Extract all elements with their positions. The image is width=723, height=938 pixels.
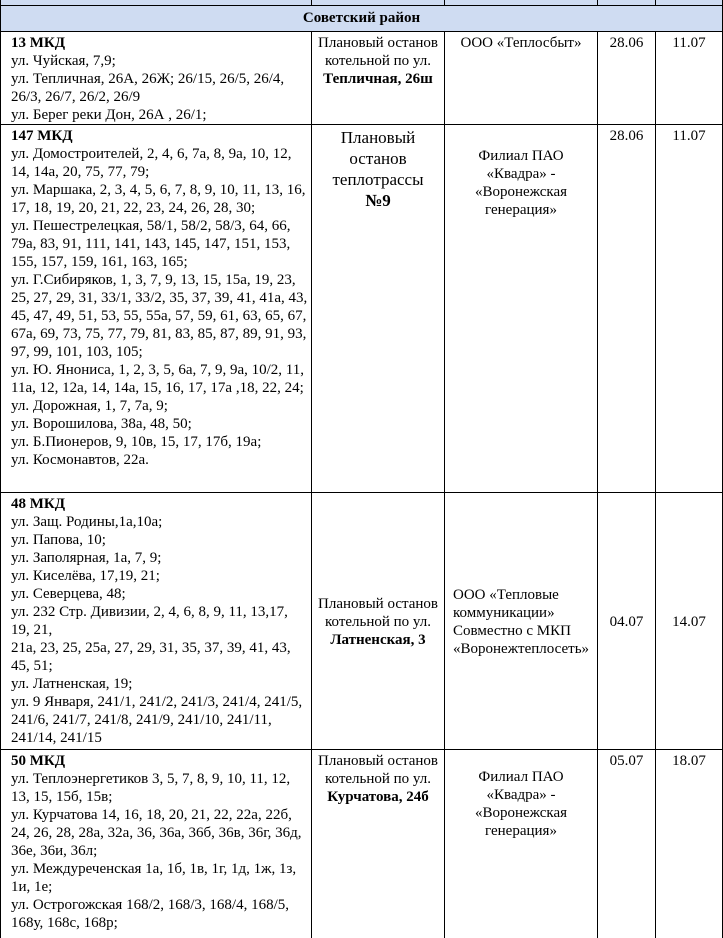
cause-text: Плановый останов котельной по ул. [318, 753, 438, 787]
date-off-cell: 28.06 [598, 32, 656, 125]
cause-cell [312, 125, 445, 493]
address-line: ул. Пешестрелецкая, 58/1, 58/2, 58/3, 64, 66, 79а, 83, 91, 111, 141, 143, 145, 147, 151, 153, 155, 157, 159, 161, 163, 165; [11, 218, 291, 270]
address-line: ул. Домостроителей, 2, 4, 6, 7а, 8, 9а, 10, 12, 14, 14а, 20, 75, 77, 79; [11, 146, 292, 180]
address-cell [1, 32, 312, 125]
address-line: ул. Теплоэнергетиков 3, 5, 7, 8, 9, 10, 11, 12, 13, 15, 15б, 15в; [11, 771, 291, 805]
cause-object: Курчатова, 24б [327, 789, 429, 805]
address-line: ул. Маршака, 2, 3, 4, 5, 6, 7, 8, 9, 10, 11, 13, 16, 17, 18, 19, 20, 21, 22, 23, 24, 26, 28, 30; [11, 182, 306, 216]
cause-cell [312, 493, 445, 750]
district-row [1, 6, 723, 32]
district-name: Советский район [1, 6, 723, 32]
organization-cell [445, 125, 598, 493]
cause-object: Латненская, 3 [330, 632, 426, 648]
date-on-cell: 18.07 [656, 750, 723, 938]
table-row [1, 32, 723, 125]
table-row [1, 125, 723, 493]
address-line: ул. Междуреченская 1а, 1б, 1в, 1г, 1д, 1ж, 1з, 1и, 1е; [11, 861, 297, 895]
building-count: 48 МКД [11, 496, 66, 512]
date-on-cell: 11.07 [656, 125, 723, 493]
organization-cell: ООО «Тепловые коммуникации» Совместно с МКП «Воронежтеплосеть» [445, 493, 598, 750]
organization-name: Филиал ПАО «Квадра» - «Воронежская генерация» [474, 148, 568, 218]
address-line: ул. Дорожная, 1, 7, 7а, 9; [11, 398, 168, 414]
address-line: ул. Ворошилова, 38а, 48, 50; [11, 416, 192, 432]
organization-name: Филиал ПАО «Квадра» - «Воронежская генерация» [474, 769, 568, 839]
table-row [1, 493, 723, 750]
cause-object: №9 [365, 191, 391, 210]
address-line: ул. Г.Сибиряков, 1, 3, 7, 9, 13, 15, 15а, 19, 23, 25, 27, 29, 31, 33/1, 33/2, 35, 37, 39, 41, 41а, 43, 45, 47, 49, 51, 53, 55, 55а, 57, 59, 61, 63, 65, 67, 67а, 69, 73, 75, 77, 79, 81, 83, 85, 87, 89, 91, 93, 97, 99, 101, 103, 105; [11, 272, 308, 360]
table-row [1, 750, 723, 938]
cause-cell [312, 750, 445, 938]
address-line: ул. Острогожская 168/2, 168/3, 168/4, 168/5, 168у, 168с, 168р; [11, 897, 289, 931]
address-line: ул. Папова, 10; [11, 532, 106, 548]
organization-cell: ООО «Теплосбыт» [445, 32, 598, 125]
date-off-cell: 05.07 [598, 750, 656, 938]
building-count: 13 МКД [11, 35, 66, 51]
building-count: 147 МКД [11, 128, 73, 144]
cause-text: Плановый останов котельной по ул. [318, 35, 438, 69]
address-line: ул. Тепличная, 26А, 26Ж; 26/15, 26/5, 26/4, 26/3, 26/7, 26/2, 26/9 [11, 71, 285, 105]
address-line: ул. 232 Стр. Дивизии, 2, 4, 6, 8, 9, 11, 13,17, 19, 21, [11, 604, 288, 638]
date-on-cell: 14.07 [656, 493, 723, 750]
organization-cell [445, 750, 598, 938]
building-count: 50 МКД [11, 753, 66, 769]
cause-text: Плановый останов котельной по ул. [318, 596, 438, 630]
address-line: ул. Курчатова 14, 16, 18, 20, 21, 22, 22а, 22б, 24, 26, 28, 28а, 32а, 36, 36а, 36б, 36в, 36г, 36д, 36е, 36и, 36л; [11, 807, 302, 859]
address-line: ул. Латненская, 19; [11, 676, 133, 692]
address-line: 21а, 23, 25, 25а, 27, 29, 31, 35, 37, 39, 41, 43, 45, 51; [11, 640, 291, 674]
address-line: ул. Чуйская, 7,9; [11, 53, 116, 69]
address-line: ул. Берег реки Дон, 26А , 26/1; [11, 107, 207, 123]
address-cell [1, 125, 312, 493]
cause-cell [312, 32, 445, 125]
address-line: ул. Киселёва, 17,19, 21; [11, 568, 160, 584]
date-off-cell: 04.07 [598, 493, 656, 750]
address-line: ул. Космонавтов, 22а. [11, 452, 149, 468]
cause-object: Тепличная, 26ш [323, 71, 433, 87]
address-line: ул. Ю. Янониса, 1, 2, 3, 5, 6а, 7, 9, 9а, 10/2, 11, 11а, 12, 12а, 14, 14а, 15, 16, 17, 17а ,18, 22, 24; [11, 362, 305, 396]
address-line: ул. 9 Января, 241/1, 241/2, 241/3, 241/4, 241/5, 241/6, 241/7, 241/8, 241/9, 241/10, 241/11, 241/14, 241/15 [11, 694, 303, 746]
date-off-cell: 28.06 [598, 125, 656, 493]
address-cell [1, 750, 312, 938]
cause-text: Плановый останов теплотрассы [332, 128, 424, 189]
date-on-cell: 11.07 [656, 32, 723, 125]
address-cell [1, 493, 312, 750]
address-line: ул. Северцева, 48; [11, 586, 126, 602]
address-line: ул. Защ. Родины,1а,10а; [11, 514, 163, 530]
address-line: ул. Заполярная, 1а, 7, 9; [11, 550, 162, 566]
address-line: ул. Б.Пионеров, 9, 10в, 15, 17, 17б, 19а; [11, 434, 262, 450]
